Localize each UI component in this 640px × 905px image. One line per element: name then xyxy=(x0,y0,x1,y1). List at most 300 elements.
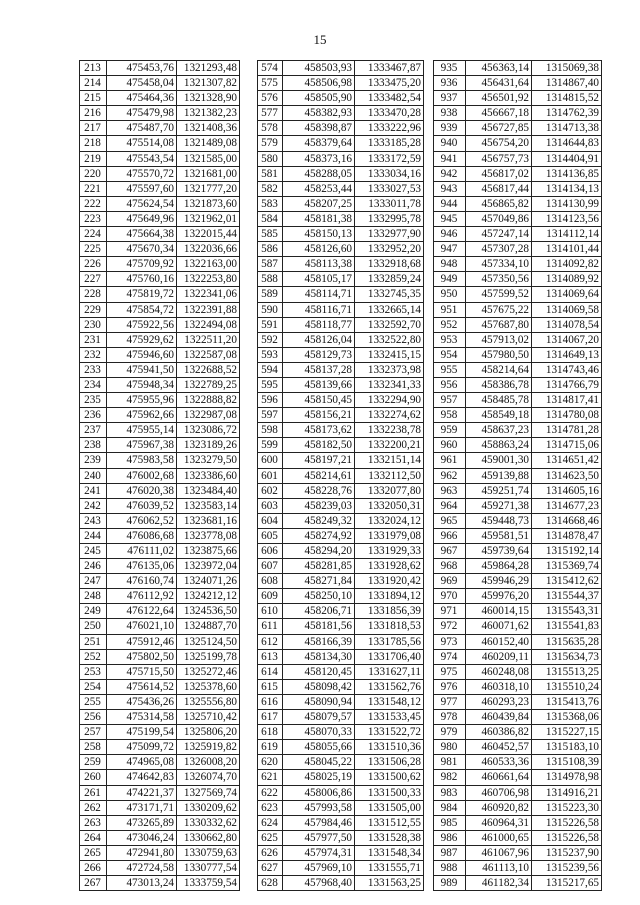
point-number-cell: 267 xyxy=(80,876,107,891)
x-coordinate-cell: 458281,85 xyxy=(283,559,355,574)
table-row xyxy=(80,725,240,740)
x-coordinate-cell: 475649,96 xyxy=(107,211,177,226)
table-row xyxy=(80,679,240,694)
y-coordinate-cell: 1314078,54 xyxy=(532,317,602,332)
y-coordinate-cell: 1331510,36 xyxy=(355,740,424,755)
table-row xyxy=(258,468,424,483)
y-coordinate-cell: 1314069,58 xyxy=(532,302,602,317)
y-coordinate-cell: 1332050,31 xyxy=(355,498,424,513)
table-row xyxy=(80,619,240,634)
x-coordinate-cell: 460706,98 xyxy=(466,785,532,800)
point-number-cell: 254 xyxy=(80,679,107,694)
table-row xyxy=(434,453,602,468)
y-coordinate-cell: 1330777,54 xyxy=(177,860,240,875)
table-row xyxy=(434,876,602,891)
point-number-cell: 976 xyxy=(434,679,466,694)
y-coordinate-cell: 1331627,11 xyxy=(355,664,424,679)
table-row xyxy=(434,468,602,483)
y-coordinate-cell: 1314762,39 xyxy=(532,106,602,121)
table-row xyxy=(434,679,602,694)
point-number-cell: 213 xyxy=(80,61,107,76)
point-number-cell: 587 xyxy=(258,257,283,272)
x-coordinate-cell: 475948,34 xyxy=(107,377,177,392)
x-coordinate-cell: 460071,62 xyxy=(466,619,532,634)
point-number-cell: 625 xyxy=(258,830,283,845)
y-coordinate-cell: 1314134,13 xyxy=(532,181,602,196)
point-number-cell: 229 xyxy=(80,302,107,317)
point-number-cell: 956 xyxy=(434,377,466,392)
x-coordinate-cell: 475962,66 xyxy=(107,408,177,423)
y-coordinate-cell: 1315541,83 xyxy=(532,619,602,634)
table-row xyxy=(258,151,424,166)
y-coordinate-cell: 1315108,39 xyxy=(532,755,602,770)
table-row xyxy=(434,317,602,332)
x-coordinate-cell: 458288,05 xyxy=(283,166,355,181)
point-number-cell: 972 xyxy=(434,619,466,634)
y-coordinate-cell: 1331562,76 xyxy=(355,679,424,694)
y-coordinate-cell: 1331785,56 xyxy=(355,634,424,649)
point-number-cell: 243 xyxy=(80,513,107,528)
y-coordinate-cell: 1322391,88 xyxy=(177,302,240,317)
table-row xyxy=(434,513,602,528)
y-coordinate-cell: 1331506,28 xyxy=(355,755,424,770)
y-coordinate-cell: 1314743,46 xyxy=(532,362,602,377)
x-coordinate-cell: 475487,70 xyxy=(107,121,177,136)
y-coordinate-cell: 1330662,80 xyxy=(177,830,240,845)
table-row xyxy=(434,589,602,604)
x-coordinate-cell: 456754,20 xyxy=(466,136,532,151)
point-number-cell: 627 xyxy=(258,860,283,875)
y-coordinate-cell: 1333185,28 xyxy=(355,136,424,151)
y-coordinate-cell: 1315369,74 xyxy=(532,559,602,574)
x-coordinate-cell: 475983,58 xyxy=(107,453,177,468)
x-coordinate-cell: 458116,71 xyxy=(283,302,355,317)
point-number-cell: 977 xyxy=(434,694,466,709)
y-coordinate-cell: 1333222,96 xyxy=(355,121,424,136)
y-coordinate-cell: 1331929,33 xyxy=(355,544,424,559)
x-coordinate-cell: 460248,08 xyxy=(466,664,532,679)
x-coordinate-cell: 472724,58 xyxy=(107,860,177,875)
point-number-cell: 589 xyxy=(258,287,283,302)
table-row xyxy=(434,619,602,634)
y-coordinate-cell: 1315226,58 xyxy=(532,830,602,845)
table-row xyxy=(434,196,602,211)
point-number-cell: 242 xyxy=(80,498,107,513)
x-coordinate-cell: 458181,38 xyxy=(283,211,355,226)
x-coordinate-cell: 476122,64 xyxy=(107,604,177,619)
y-coordinate-cell: 1333475,20 xyxy=(355,76,424,91)
x-coordinate-cell: 458129,73 xyxy=(283,347,355,362)
x-coordinate-cell: 458105,17 xyxy=(283,272,355,287)
point-number-cell: 604 xyxy=(258,513,283,528)
x-coordinate-cell: 458214,61 xyxy=(283,468,355,483)
x-coordinate-cell: 458382,93 xyxy=(283,106,355,121)
table-row xyxy=(80,694,240,709)
table-row xyxy=(258,664,424,679)
point-number-cell: 591 xyxy=(258,317,283,332)
table-row xyxy=(258,257,424,272)
y-coordinate-cell: 1322253,80 xyxy=(177,272,240,287)
x-coordinate-cell: 457980,50 xyxy=(466,347,532,362)
table-row xyxy=(80,287,240,302)
y-coordinate-cell: 1331894,12 xyxy=(355,589,424,604)
table-row xyxy=(434,755,602,770)
point-number-cell: 938 xyxy=(434,106,466,121)
table-row xyxy=(258,770,424,785)
point-number-cell: 214 xyxy=(80,76,107,91)
table-row xyxy=(434,725,602,740)
table-row xyxy=(258,710,424,725)
table-row xyxy=(258,423,424,438)
y-coordinate-cell: 1331533,45 xyxy=(355,710,424,725)
table-row xyxy=(258,136,424,151)
point-number-cell: 610 xyxy=(258,604,283,619)
x-coordinate-cell: 458182,50 xyxy=(283,438,355,453)
table-row xyxy=(80,604,240,619)
point-number-cell: 234 xyxy=(80,377,107,392)
point-number-cell: 216 xyxy=(80,106,107,121)
x-coordinate-cell: 476135,06 xyxy=(107,559,177,574)
point-number-cell: 232 xyxy=(80,347,107,362)
table-row xyxy=(258,121,424,136)
point-number-cell: 598 xyxy=(258,423,283,438)
table-row xyxy=(80,830,240,845)
point-number-cell: 579 xyxy=(258,136,283,151)
table-row xyxy=(80,498,240,513)
x-coordinate-cell: 474965,08 xyxy=(107,755,177,770)
point-number-cell: 235 xyxy=(80,393,107,408)
y-coordinate-cell: 1314067,20 xyxy=(532,332,602,347)
x-coordinate-cell: 460452,57 xyxy=(466,740,532,755)
table-row xyxy=(80,227,240,242)
table-row xyxy=(80,317,240,332)
point-number-cell: 942 xyxy=(434,166,466,181)
x-coordinate-cell: 475941,50 xyxy=(107,362,177,377)
table-row xyxy=(434,604,602,619)
y-coordinate-cell: 1332859,24 xyxy=(355,272,424,287)
point-number-cell: 622 xyxy=(258,785,283,800)
point-number-cell: 257 xyxy=(80,725,107,740)
x-coordinate-cell: 475946,60 xyxy=(107,347,177,362)
table-row xyxy=(258,694,424,709)
y-coordinate-cell: 1333470,28 xyxy=(355,106,424,121)
point-number-cell: 228 xyxy=(80,287,107,302)
table-row xyxy=(258,740,424,755)
y-coordinate-cell: 1315192,14 xyxy=(532,544,602,559)
point-number-cell: 238 xyxy=(80,438,107,453)
x-coordinate-cell: 458134,30 xyxy=(283,649,355,664)
table-row xyxy=(80,332,240,347)
y-coordinate-cell: 1332665,14 xyxy=(355,302,424,317)
point-number-cell: 266 xyxy=(80,860,107,875)
table-row xyxy=(434,227,602,242)
point-number-cell: 623 xyxy=(258,800,283,815)
table-row xyxy=(434,770,602,785)
x-coordinate-cell: 458250,10 xyxy=(283,589,355,604)
point-number-cell: 984 xyxy=(434,800,466,815)
y-coordinate-cell: 1314867,40 xyxy=(532,76,602,91)
y-coordinate-cell: 1332918,68 xyxy=(355,257,424,272)
x-coordinate-cell: 458637,23 xyxy=(466,423,532,438)
x-coordinate-cell: 476086,68 xyxy=(107,528,177,543)
x-coordinate-cell: 458206,71 xyxy=(283,604,355,619)
point-number-cell: 226 xyxy=(80,257,107,272)
table-row xyxy=(258,287,424,302)
y-coordinate-cell: 1325124,50 xyxy=(177,634,240,649)
point-number-cell: 217 xyxy=(80,121,107,136)
y-coordinate-cell: 1314878,47 xyxy=(532,528,602,543)
table-row xyxy=(434,242,602,257)
y-coordinate-cell: 1315513,25 xyxy=(532,664,602,679)
y-coordinate-cell: 1325199,78 xyxy=(177,649,240,664)
x-coordinate-cell: 458114,71 xyxy=(283,287,355,302)
y-coordinate-cell: 1331505,00 xyxy=(355,800,424,815)
table-row xyxy=(434,76,602,91)
table-row xyxy=(434,347,602,362)
y-coordinate-cell: 1332112,50 xyxy=(355,468,424,483)
x-coordinate-cell: 458506,98 xyxy=(283,76,355,91)
coordinate-table-2 xyxy=(257,60,424,891)
y-coordinate-cell: 1332024,12 xyxy=(355,513,424,528)
y-coordinate-cell: 1330759,63 xyxy=(177,845,240,860)
point-number-cell: 968 xyxy=(434,559,466,574)
x-coordinate-cell: 457969,10 xyxy=(283,860,355,875)
point-number-cell: 230 xyxy=(80,317,107,332)
point-number-cell: 584 xyxy=(258,211,283,226)
point-number-cell: 611 xyxy=(258,619,283,634)
table-row xyxy=(434,377,602,392)
x-coordinate-cell: 475597,60 xyxy=(107,181,177,196)
y-coordinate-cell: 1323484,40 xyxy=(177,483,240,498)
x-coordinate-cell: 459139,88 xyxy=(466,468,532,483)
y-coordinate-cell: 1326074,70 xyxy=(177,770,240,785)
table-row xyxy=(434,483,602,498)
x-coordinate-cell: 458379,64 xyxy=(283,136,355,151)
table-row xyxy=(80,136,240,151)
point-number-cell: 590 xyxy=(258,302,283,317)
x-coordinate-cell: 475464,36 xyxy=(107,91,177,106)
y-coordinate-cell: 1315237,90 xyxy=(532,845,602,860)
table-row xyxy=(258,815,424,830)
table-row xyxy=(80,211,240,226)
table-row xyxy=(258,876,424,891)
table-row xyxy=(434,800,602,815)
x-coordinate-cell: 474642,83 xyxy=(107,770,177,785)
point-number-cell: 592 xyxy=(258,332,283,347)
point-number-cell: 576 xyxy=(258,91,283,106)
x-coordinate-cell: 475543,54 xyxy=(107,151,177,166)
table-row xyxy=(434,287,602,302)
table-row xyxy=(80,362,240,377)
table-row xyxy=(80,860,240,875)
table-row xyxy=(258,347,424,362)
x-coordinate-cell: 458079,57 xyxy=(283,710,355,725)
y-coordinate-cell: 1314404,91 xyxy=(532,151,602,166)
x-coordinate-cell: 459448,73 xyxy=(466,513,532,528)
x-coordinate-cell: 475514,08 xyxy=(107,136,177,151)
x-coordinate-cell: 473046,24 xyxy=(107,830,177,845)
x-coordinate-cell: 460152,40 xyxy=(466,634,532,649)
x-coordinate-cell: 457049,86 xyxy=(466,211,532,226)
y-coordinate-cell: 1327569,74 xyxy=(177,785,240,800)
y-coordinate-cell: 1324071,26 xyxy=(177,574,240,589)
point-number-cell: 599 xyxy=(258,438,283,453)
x-coordinate-cell: 476112,92 xyxy=(107,589,177,604)
x-coordinate-cell: 459739,64 xyxy=(466,544,532,559)
x-coordinate-cell: 458137,28 xyxy=(283,362,355,377)
table-row xyxy=(258,755,424,770)
x-coordinate-cell: 460920,82 xyxy=(466,800,532,815)
y-coordinate-cell: 1314668,46 xyxy=(532,513,602,528)
y-coordinate-cell: 1324212,12 xyxy=(177,589,240,604)
table-row xyxy=(258,830,424,845)
point-number-cell: 253 xyxy=(80,664,107,679)
y-coordinate-cell: 1331500,62 xyxy=(355,770,424,785)
point-number-cell: 585 xyxy=(258,227,283,242)
table-row xyxy=(258,211,424,226)
point-number-cell: 247 xyxy=(80,574,107,589)
point-number-cell: 964 xyxy=(434,498,466,513)
x-coordinate-cell: 458120,45 xyxy=(283,664,355,679)
x-coordinate-cell: 458113,38 xyxy=(283,257,355,272)
x-coordinate-cell: 475709,92 xyxy=(107,257,177,272)
x-coordinate-cell: 458373,16 xyxy=(283,151,355,166)
table-row xyxy=(258,91,424,106)
x-coordinate-cell: 461182,34 xyxy=(466,876,532,891)
x-coordinate-cell: 457993,58 xyxy=(283,800,355,815)
y-coordinate-cell: 1332294,90 xyxy=(355,393,424,408)
point-number-cell: 220 xyxy=(80,166,107,181)
y-coordinate-cell: 1333034,16 xyxy=(355,166,424,181)
point-number-cell: 951 xyxy=(434,302,466,317)
y-coordinate-cell: 1333467,87 xyxy=(355,61,424,76)
point-number-cell: 612 xyxy=(258,634,283,649)
y-coordinate-cell: 1315635,28 xyxy=(532,634,602,649)
table-row xyxy=(80,664,240,679)
point-number-cell: 621 xyxy=(258,770,283,785)
point-number-cell: 941 xyxy=(434,151,466,166)
x-coordinate-cell: 456667,18 xyxy=(466,106,532,121)
point-number-cell: 980 xyxy=(434,740,466,755)
y-coordinate-cell: 1314112,14 xyxy=(532,227,602,242)
y-coordinate-cell: 1315634,73 xyxy=(532,649,602,664)
y-coordinate-cell: 1331500,33 xyxy=(355,785,424,800)
table-row xyxy=(434,393,602,408)
y-coordinate-cell: 1332238,78 xyxy=(355,423,424,438)
x-coordinate-cell: 475967,38 xyxy=(107,438,177,453)
x-coordinate-cell: 459001,30 xyxy=(466,453,532,468)
table-row xyxy=(434,302,602,317)
y-coordinate-cell: 1331522,72 xyxy=(355,725,424,740)
point-number-cell: 609 xyxy=(258,589,283,604)
x-coordinate-cell: 475453,76 xyxy=(107,61,177,76)
table-row xyxy=(434,438,602,453)
y-coordinate-cell: 1332952,20 xyxy=(355,242,424,257)
x-coordinate-cell: 475912,46 xyxy=(107,634,177,649)
point-number-cell: 947 xyxy=(434,242,466,257)
point-number-cell: 218 xyxy=(80,136,107,151)
y-coordinate-cell: 1315368,06 xyxy=(532,710,602,725)
point-number-cell: 937 xyxy=(434,91,466,106)
x-coordinate-cell: 461113,10 xyxy=(466,860,532,875)
y-coordinate-cell: 1315217,65 xyxy=(532,876,602,891)
y-coordinate-cell: 1333011,78 xyxy=(355,196,424,211)
x-coordinate-cell: 458197,21 xyxy=(283,453,355,468)
table-row xyxy=(258,317,424,332)
y-coordinate-cell: 1314069,64 xyxy=(532,287,602,302)
y-coordinate-cell: 1314817,41 xyxy=(532,393,602,408)
point-number-cell: 957 xyxy=(434,393,466,408)
point-number-cell: 616 xyxy=(258,694,283,709)
point-number-cell: 613 xyxy=(258,649,283,664)
y-coordinate-cell: 1314092,82 xyxy=(532,257,602,272)
x-coordinate-cell: 460661,64 xyxy=(466,770,532,785)
y-coordinate-cell: 1315413,76 xyxy=(532,694,602,709)
x-coordinate-cell: 461067,96 xyxy=(466,845,532,860)
y-coordinate-cell: 1314623,50 xyxy=(532,468,602,483)
x-coordinate-cell: 458090,94 xyxy=(283,694,355,709)
x-coordinate-cell: 457307,28 xyxy=(466,242,532,257)
y-coordinate-cell: 1314916,21 xyxy=(532,785,602,800)
table-row xyxy=(80,242,240,257)
y-coordinate-cell: 1321585,00 xyxy=(177,151,240,166)
table-row xyxy=(434,272,602,287)
point-number-cell: 227 xyxy=(80,272,107,287)
table-row xyxy=(258,362,424,377)
point-number-cell: 236 xyxy=(80,408,107,423)
point-number-cell: 594 xyxy=(258,362,283,377)
x-coordinate-cell: 475929,62 xyxy=(107,332,177,347)
table-row xyxy=(434,528,602,543)
y-coordinate-cell: 1315544,37 xyxy=(532,589,602,604)
y-coordinate-cell: 1332415,15 xyxy=(355,347,424,362)
x-coordinate-cell: 459271,38 xyxy=(466,498,532,513)
y-coordinate-cell: 1325556,80 xyxy=(177,694,240,709)
point-number-cell: 959 xyxy=(434,423,466,438)
table-row xyxy=(80,800,240,815)
point-number-cell: 946 xyxy=(434,227,466,242)
y-coordinate-cell: 1322789,25 xyxy=(177,377,240,392)
x-coordinate-cell: 475099,72 xyxy=(107,740,177,755)
table-row xyxy=(80,559,240,574)
y-coordinate-cell: 1332274,62 xyxy=(355,408,424,423)
x-coordinate-cell: 459946,29 xyxy=(466,574,532,589)
point-number-cell: 219 xyxy=(80,151,107,166)
x-coordinate-cell: 474221,37 xyxy=(107,785,177,800)
x-coordinate-cell: 458485,78 xyxy=(466,393,532,408)
x-coordinate-cell: 456431,64 xyxy=(466,76,532,91)
x-coordinate-cell: 458126,04 xyxy=(283,332,355,347)
y-coordinate-cell: 1325272,46 xyxy=(177,664,240,679)
x-coordinate-cell: 476062,52 xyxy=(107,513,177,528)
table-row xyxy=(258,800,424,815)
table-row xyxy=(80,196,240,211)
table-row xyxy=(258,196,424,211)
x-coordinate-cell: 458863,24 xyxy=(466,438,532,453)
table-row xyxy=(80,76,240,91)
x-coordinate-cell: 475199,54 xyxy=(107,725,177,740)
table-row xyxy=(258,725,424,740)
table-row xyxy=(258,408,424,423)
point-number-cell: 955 xyxy=(434,362,466,377)
x-coordinate-cell: 458505,90 xyxy=(283,91,355,106)
point-number-cell: 265 xyxy=(80,845,107,860)
y-coordinate-cell: 1331818,53 xyxy=(355,619,424,634)
x-coordinate-cell: 475670,34 xyxy=(107,242,177,257)
x-coordinate-cell: 458503,93 xyxy=(283,61,355,76)
x-coordinate-cell: 476039,52 xyxy=(107,498,177,513)
table-row xyxy=(434,408,602,423)
